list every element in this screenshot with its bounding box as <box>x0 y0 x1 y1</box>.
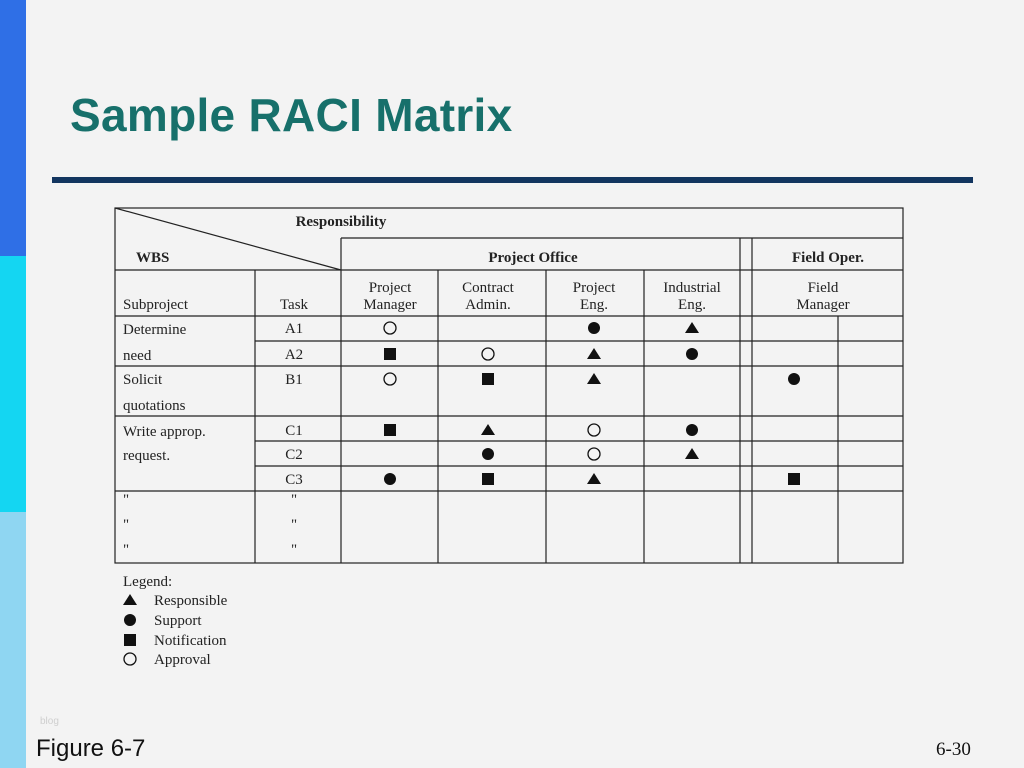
legend <box>123 574 228 668</box>
subproject-label: Solicit <box>123 372 163 388</box>
header-project-office: Project Office <box>488 250 578 266</box>
support-mark <box>384 473 396 485</box>
slide-title: Sample RACI Matrix <box>70 89 513 141</box>
task-label: C3 <box>285 472 303 488</box>
responsible-mark <box>685 448 699 459</box>
ditto-mark: " <box>290 492 298 508</box>
legend-label: Support <box>154 613 202 629</box>
ditto-mark: " <box>290 542 298 558</box>
header-subproject: Subproject <box>123 297 188 313</box>
notification-mark <box>384 424 396 436</box>
role-header-line2: Eng. <box>678 297 706 313</box>
subproject-label: Determine <box>123 322 187 338</box>
responsible-mark <box>123 594 137 605</box>
header-responsibility: Responsibility <box>295 214 387 230</box>
legend-label: Responsible <box>154 593 228 609</box>
subproject-label: request. <box>123 448 171 464</box>
responsible-mark <box>587 473 601 484</box>
subproject-label: quotations <box>123 398 186 414</box>
responsible-mark <box>481 424 495 435</box>
role-header-line2: Manager <box>796 297 850 313</box>
approval-mark <box>124 653 136 665</box>
role-header-line2: Eng. <box>580 297 608 313</box>
role-header-line2: Manager <box>363 297 417 313</box>
approval-mark <box>588 424 600 436</box>
task-label: C1 <box>285 423 303 439</box>
responsible-mark <box>587 348 601 359</box>
role-header-line1: Contract <box>462 280 514 296</box>
task-labels <box>285 321 303 488</box>
ditto-mark: " <box>290 517 298 533</box>
task-label: A2 <box>284 347 304 363</box>
ditto-mark: " <box>122 492 130 508</box>
page-number: 6-30 <box>936 739 971 760</box>
notification-mark <box>788 473 800 485</box>
ditto-mark: " <box>122 517 130 533</box>
support-mark <box>686 348 698 360</box>
subproject-label: Write approp. <box>123 424 206 440</box>
header-task: Task <box>279 297 309 313</box>
legend-title: Legend: <box>123 574 173 590</box>
notification-mark <box>482 473 494 485</box>
support-mark <box>588 322 600 334</box>
legend-label: Approval <box>154 652 211 668</box>
role-headers <box>363 280 849 313</box>
header-field-oper: Field Oper. <box>792 250 864 266</box>
task-label: A1 <box>284 321 304 337</box>
support-mark <box>482 448 494 460</box>
responsible-mark <box>587 373 601 384</box>
notification-mark <box>124 634 136 646</box>
role-header-line1: Project <box>572 280 616 296</box>
header-wbs: WBS <box>136 250 170 266</box>
raci-marks <box>384 322 800 485</box>
approval-mark <box>384 322 396 334</box>
ditto-mark: " <box>122 542 130 558</box>
role-header-line1: Project <box>368 280 412 296</box>
notification-mark <box>482 373 494 385</box>
approval-mark <box>482 348 494 360</box>
task-label: C2 <box>285 447 303 463</box>
role-header-line1: Industrial <box>663 280 721 296</box>
figure-label: Figure 6-7 <box>36 735 146 762</box>
role-header-line2: Admin. <box>465 297 511 313</box>
approval-mark <box>384 373 396 385</box>
watermark: blog <box>40 716 59 727</box>
support-mark <box>788 373 800 385</box>
subproject-labels <box>123 322 206 464</box>
approval-mark <box>588 448 600 460</box>
ditto-rows <box>123 492 297 558</box>
support-mark <box>124 614 136 626</box>
subproject-label: need <box>123 348 152 364</box>
notification-mark <box>384 348 396 360</box>
role-header-line1: Field <box>807 280 839 296</box>
task-label: B1 <box>285 372 303 388</box>
support-mark <box>686 424 698 436</box>
responsible-mark <box>685 322 699 333</box>
legend-label: Notification <box>154 633 227 649</box>
